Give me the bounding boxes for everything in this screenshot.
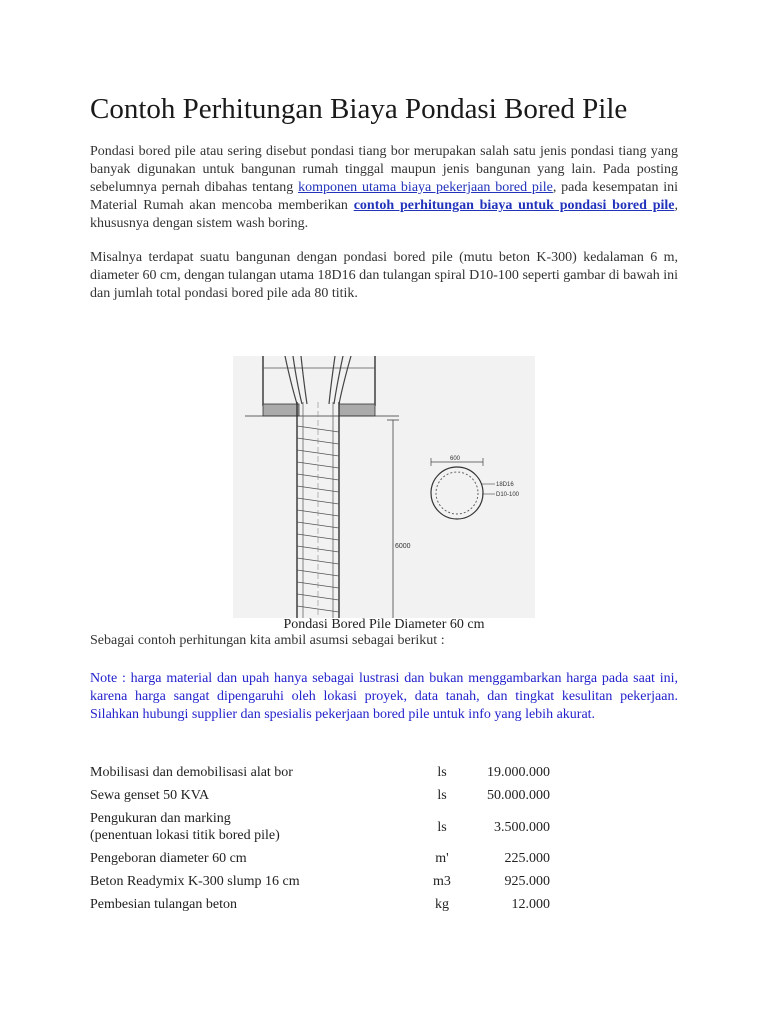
- table-row: [90, 893, 550, 916]
- cost-item-line-2: (penentuan lokasi titik bored pile): [90, 828, 280, 843]
- cost-price: 3.500.000: [494, 819, 550, 835]
- rebar-spiral-label: D10-100: [496, 492, 520, 498]
- cost-price: 50.000.000: [487, 787, 550, 803]
- cost-item-line-1: Pengukuran dan marking: [90, 811, 231, 826]
- table-row: [90, 761, 550, 784]
- cost-item: Mobilisasi dan demobilisasi alat bor: [90, 764, 293, 780]
- cost-unit: ls: [437, 787, 447, 803]
- bored-pile-drawing: [233, 356, 535, 618]
- cost-item: Beton Readymix K-300 slump 16 cm: [90, 873, 300, 889]
- figure-caption: Pondasi Bored Pile Diameter 60 cm: [283, 617, 485, 632]
- cost-price: 225.000: [504, 850, 550, 866]
- table-row: [90, 784, 550, 807]
- cost-unit: ls: [437, 764, 447, 780]
- intro-paragraph: [90, 143, 678, 233]
- cost-unit: m': [435, 850, 449, 866]
- cost-price: 925.000: [504, 873, 550, 889]
- dimension-label: 6000: [395, 543, 411, 550]
- diameter-label: 600: [450, 456, 461, 462]
- cost-unit: m3: [433, 873, 451, 889]
- intro-text-2: , pada kesempatan ini Material Rumah akan mencoba memberikan: [90, 180, 679, 213]
- page-title: Contoh Perhitungan Biaya Pondasi Bored Pile: [90, 93, 628, 125]
- rebar-main-label: 18D16: [496, 482, 514, 488]
- table-row: [90, 807, 550, 847]
- assumption-intro: Sebagai contoh perhitungan kita ambil asumsi sebagai berikut :: [90, 633, 445, 648]
- intro-text-3: , khususnya dengan sistem wash boring.: [90, 198, 678, 231]
- table-row: [90, 847, 550, 870]
- cost-price: 12.000: [511, 896, 550, 912]
- cost-item: Sewa genset 50 KVA: [90, 787, 210, 803]
- cost-item: Pengeboran diameter 60 cm: [90, 850, 247, 866]
- cost-unit: ls: [437, 819, 447, 835]
- intro-text-1: Pondasi bored pile atau sering disebut pondasi tiang bor merupakan salah satu jenis pondasi tiang yang banyak digunakan untuk bangunan rumah tinggal maupun jenis bangunan yang lain. Pada posting sebelumnya pernah dibahas tentang: [90, 144, 678, 195]
- article: [90, 92, 679, 912]
- cost-item: Pembesian tulangan beton: [90, 896, 237, 912]
- cost-item: [90, 807, 412, 847]
- table-row: [90, 870, 550, 893]
- cost-price: 19.000.000: [487, 764, 550, 780]
- link-contoh-perhitungan[interactable]: contoh perhitungan biaya untuk pondasi bored pile: [353, 198, 675, 213]
- description-paragraph: Misalnya terdapat suatu bangunan dengan pondasi bored pile (mutu beton K-300) kedalaman 6 m, diameter 60 cm, dengan tulangan utama 18D16 dan tulangan spiral D10-100 seperti gambar di bawah ini dan jumlah total pondasi bored pile ada 80 titik.: [90, 250, 678, 301]
- link-komponen-biaya[interactable]: komponen utama biaya pekerjaan bored pile: [298, 180, 553, 195]
- cost-unit: kg: [435, 896, 449, 912]
- cost-table: [90, 761, 550, 916]
- price-note: Note : harga material dan upah hanya sebagai lustrasi dan bukan menggambarkan harga pada saat ini, karena harga sangat dipengaruhi oleh lokasi proyek, data tanah, dan tingkat kesulitan pekerjaan. Silahkan hubungi supplier dan spesialis pekerjaan bored pile untuk info yang lebih akurat.: [90, 671, 678, 722]
